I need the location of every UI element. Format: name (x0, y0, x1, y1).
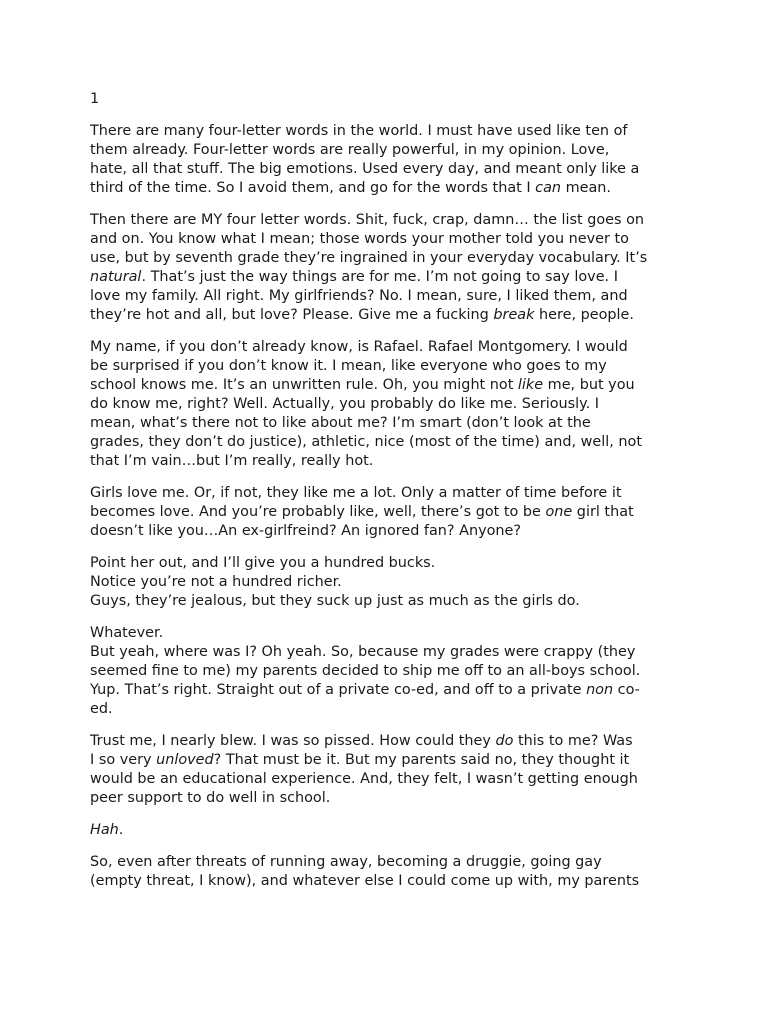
text-run: hate, all that stuff. The big emotions. Used every day, and meant only like a (90, 161, 640, 177)
paragraph (90, 554, 675, 611)
text-run: seemed fine to me) my parents decided to ship me off to an all-boys school. (90, 663, 641, 679)
text-line (90, 681, 675, 700)
text-run: this to me? Was (513, 733, 633, 749)
paragraph (90, 624, 675, 719)
text-line (90, 503, 675, 522)
text-line (90, 306, 675, 325)
text-run: Trust me, I nearly blew. I was so pissed. How could they (90, 733, 496, 749)
text-line (90, 573, 675, 592)
text-run: Yup. That’s right. Straight out of a private co-ed, and off to a private (90, 682, 587, 698)
text-line (90, 770, 675, 789)
text-line (90, 554, 675, 573)
text-line (90, 624, 675, 643)
text-run: Girls love me. Or, if not, they like me a lot. Only a matter of time before it (90, 485, 622, 501)
text-line (90, 395, 675, 414)
text-run: would be an educational experience. And, they felt, I wasn’t getting enough (90, 771, 638, 787)
text-run: that I’m vain…but I’m really, really hot. (90, 453, 374, 469)
text-run: mean, what’s there not to like about me? I’m smart (don’t look at the (90, 415, 591, 431)
text-run: So, even after threats of running away, becoming a druggie, going gay (90, 854, 602, 870)
text-run: doesn’t like you…An ex-girlfreind? An ignored fan? Anyone? (90, 523, 522, 539)
text-run: they’re hot and all, but love? Please. Give me a fucking (90, 307, 494, 323)
text-line (90, 732, 675, 751)
italic-text: unloved (156, 752, 214, 768)
italic-text: one (545, 504, 573, 520)
text-run: Then there are MY four letter words. Shit, fuck, crap, damn… the list goes on (90, 212, 645, 228)
text-run: Notice you’re not a hundred richer. (90, 574, 342, 590)
paragraph (90, 211, 675, 325)
paragraph (90, 484, 675, 541)
paragraph (90, 122, 675, 198)
text-line (90, 268, 675, 287)
text-run: do know me, right? Well. Actually, you probably do like me. Seriously. I (90, 396, 599, 412)
text-line (90, 230, 675, 249)
italic-text: can (535, 180, 562, 196)
text-line (90, 376, 675, 395)
italic-text: non (586, 682, 614, 698)
text-run: My name, if you don’t already know, is Rafael. Rafael Montgomery. I would (90, 339, 628, 355)
text-run: ed. (90, 701, 113, 717)
text-line (90, 433, 675, 452)
text-run: Whatever. (90, 625, 164, 641)
text-line (90, 643, 675, 662)
italic-text: break (493, 307, 535, 323)
text-run: third of the time. So I avoid them, and go for the words that I (90, 180, 536, 196)
text-line (90, 821, 675, 840)
text-line (90, 751, 675, 770)
text-line (90, 700, 675, 719)
text-run: them already. Four-letter words are really powerful, in my opinion. Love, (90, 142, 610, 158)
text-line (90, 872, 675, 891)
italic-text: like (517, 377, 544, 393)
text-line (90, 853, 675, 872)
italic-text: do (495, 733, 514, 749)
text-line (90, 141, 675, 160)
text-run: peer support to do well in school. (90, 790, 331, 806)
text-run: love my family. All right. My girlfriends? No. I mean, sure, I liked them, and (90, 288, 628, 304)
text-line (90, 592, 675, 611)
text-run: ? That must be it. But my parents said no, they thought it (213, 752, 630, 768)
italic-text: Hah (90, 822, 119, 838)
text-line (90, 522, 675, 541)
text-line (90, 414, 675, 433)
text-run: Point her out, and I’ll give you a hundred bucks. (90, 555, 436, 571)
text-line (90, 249, 675, 268)
text-run: school knows me. It’s an unwritten rule. Oh, you might not (90, 377, 518, 393)
text-line (90, 452, 675, 471)
document-page (90, 90, 675, 904)
text-run: me, but you (543, 377, 635, 393)
text-run: Guys, they’re jealous, but they suck up just as much as the girls do. (90, 593, 580, 609)
paragraph (90, 853, 675, 891)
text-run: . (118, 822, 124, 838)
text-run: use, but by seventh grade they’re ingrained in your everyday vocabulary. It’s (90, 250, 648, 266)
text-run: girl that (572, 504, 634, 520)
text-line (90, 211, 675, 230)
paragraph (90, 821, 675, 840)
paragraph (90, 732, 675, 808)
text-line (90, 287, 675, 306)
text-run: mean. (561, 180, 611, 196)
text-line (90, 122, 675, 141)
text-line (90, 179, 675, 198)
text-run: (empty threat, I know), and whatever else I could come up with, my parents (90, 873, 640, 889)
text-run: becomes love. And you’re probably like, well, there’s got to be (90, 504, 546, 520)
text-run: But yeah, where was I? Oh yeah. So, because my grades were crappy (they (90, 644, 636, 660)
text-run: and on. You know what I mean; those words your mother told you never to (90, 231, 629, 247)
body-text (90, 122, 675, 891)
text-run: co- (613, 682, 640, 698)
paragraph (90, 338, 675, 471)
text-line (90, 662, 675, 681)
italic-text: natural (90, 269, 142, 285)
text-line (90, 789, 675, 808)
text-line (90, 357, 675, 376)
text-run: . That’s just the way things are for me. I’m not going to say love. I (141, 269, 618, 285)
text-line (90, 160, 675, 179)
text-run: here, people. (534, 307, 634, 323)
text-run: I so very (90, 752, 157, 768)
text-line (90, 484, 675, 503)
text-run: grades, they don’t do justice), athletic, nice (most of the time) and, well, not (90, 434, 643, 450)
text-run: There are many four-letter words in the world. I must have used like ten of (90, 123, 628, 139)
text-run: be surprised if you don’t know it. I mean, like everyone who goes to my (90, 358, 607, 374)
text-line (90, 338, 675, 357)
page-number: 1 (90, 91, 100, 107)
